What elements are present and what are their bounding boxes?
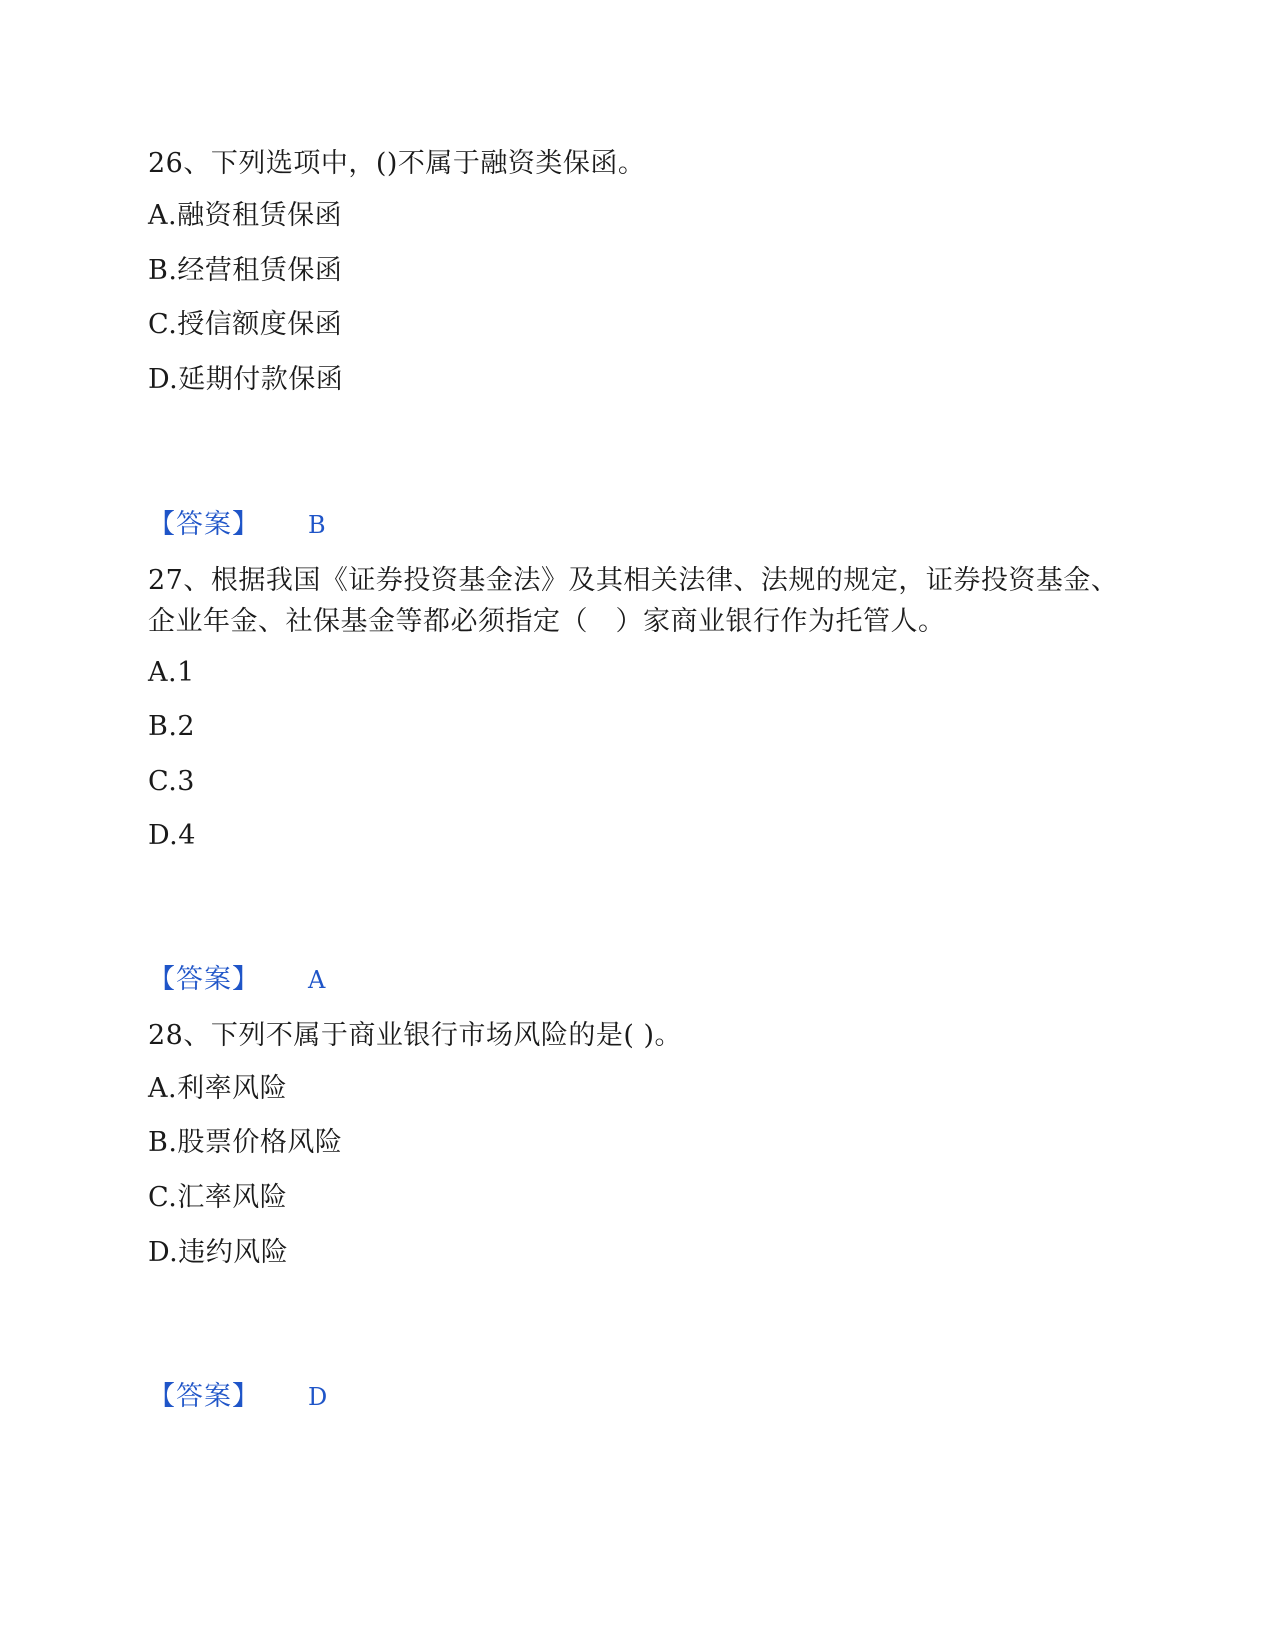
question-28-answer (148, 1380, 327, 1414)
question-28-option-c: C.汇率风险 (148, 1182, 288, 1213)
answer-tag: 【答案】 (148, 1381, 260, 1412)
answer-tag: 【答案】 (148, 964, 260, 995)
answer-tag: 【答案】 (148, 509, 260, 540)
question-27-option-a: A.1 (148, 657, 195, 688)
question-26-option-b: B.经营租赁保函 (148, 255, 343, 286)
question-26-stem: 26、下列选项中，()不属于融资类保函。 (148, 148, 646, 179)
question-26-answer (148, 508, 326, 542)
question-26-option-a: A.融资租赁保函 (148, 200, 343, 231)
question-27-answer (148, 963, 325, 997)
answer-value: D (308, 1383, 328, 1411)
question-28-stem: 28、下列不属于商业银行市场风险的是( )。 (148, 1020, 683, 1051)
question-28-option-d: D.违约风险 (148, 1237, 289, 1268)
question-26-option-d: D.延期付款保函 (148, 364, 344, 395)
question-26-option-c: C.授信额度保函 (148, 309, 343, 340)
question-27-option-b: B.2 (148, 711, 196, 742)
question-28-option-a: A.利率风险 (148, 1073, 288, 1104)
question-27-stem: 27、根据我国《证券投资基金法》及其相关法律、法规的规定，证券投资基金、企业年金、社保基金等都必须指定（ ）家商业银行作为托管人。 (148, 565, 1119, 637)
answer-value: B (308, 511, 326, 539)
answer-value: A (308, 966, 326, 994)
question-27-option-d: D.4 (148, 820, 196, 851)
question-28-option-b: B.股票价格风险 (148, 1127, 343, 1158)
question-27-option-c: C.3 (148, 766, 195, 797)
